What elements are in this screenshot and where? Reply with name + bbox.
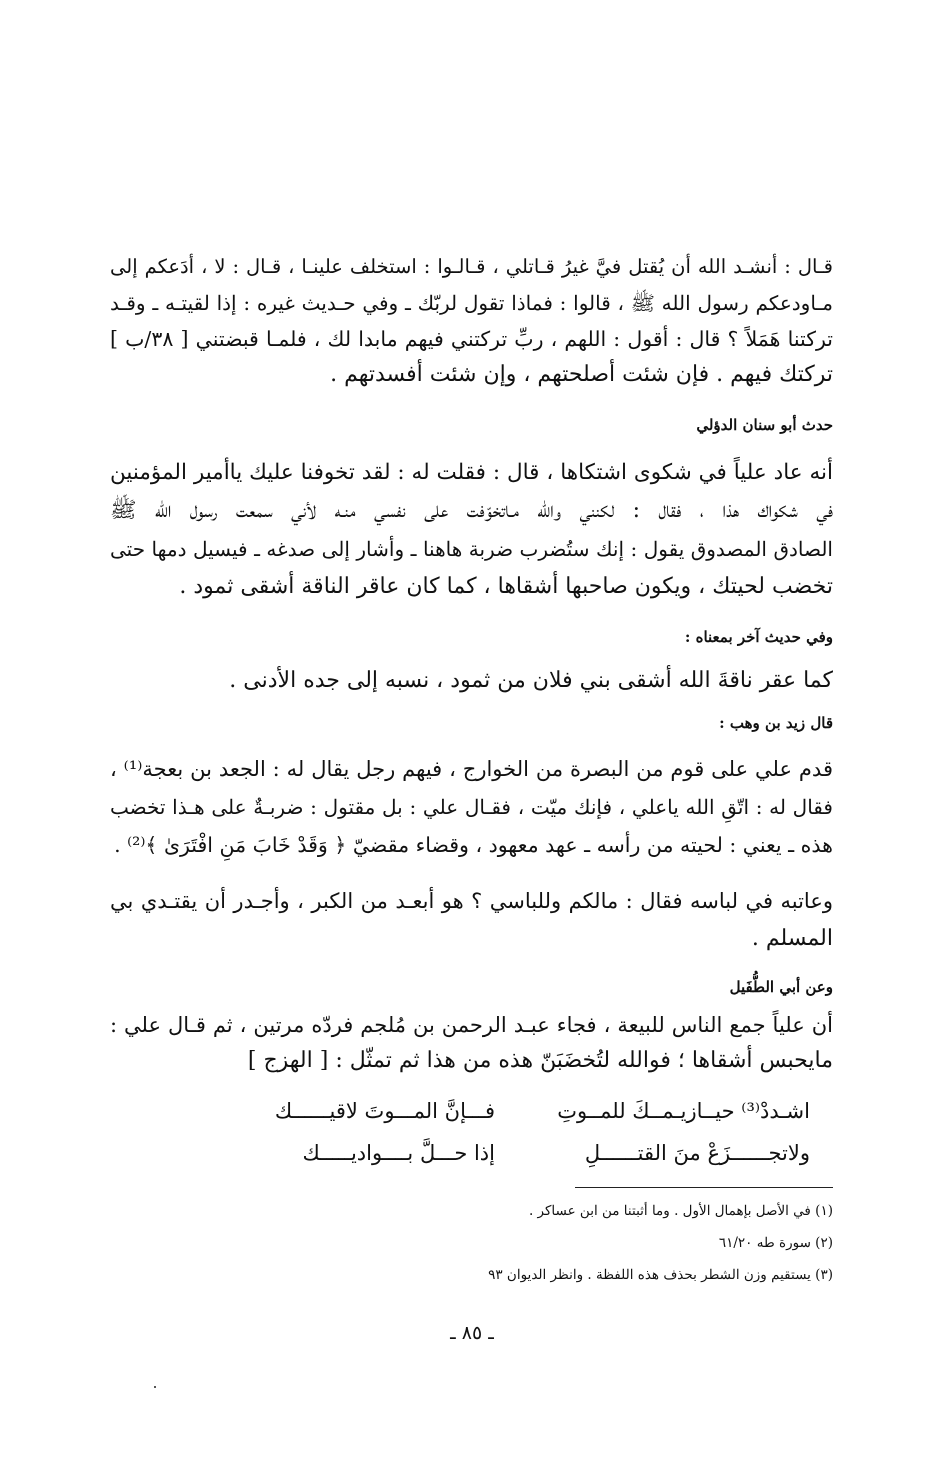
paragraph-1-line-4: تركتك فيهم . فإن شئت أصلحتهم ، وإن شئت أفسدتهم . bbox=[330, 362, 833, 387]
paragraph-5-line-1: وعاتبه في لباسه فقال : مالكم وللباسي ؟ هو أبعـد من الكبر ، وأجـدر أن يقتـدي بي bbox=[110, 889, 833, 913]
paragraph-1-line-2: مـاودعكم رسول الله ﷺ ، قالوا : فماذا تقول لربّك ـ وفي حـديث غيره : إذا لقيتـه ـ وقـد bbox=[110, 291, 833, 315]
paragraph-4-line-1: قدم علي على قوم من البصرة من الخوارج ، فيهم رجل يقال له : الجعد بن بعجة⁽¹⁾ ، bbox=[110, 757, 833, 781]
verse-2-first-hemistich: ولاتجــــــزَعْ منَ القتــــــلِ bbox=[584, 1141, 810, 1165]
verse-1-first-hemistich: اشـددْ⁽³⁾ حيــازيـمــكَ للمــوتِ bbox=[557, 1099, 810, 1123]
footnote-2: (٢) سورة طه ٦١/٢٠ bbox=[718, 1235, 833, 1251]
heading-another-hadith: وفي حديث آخر بمعناه : bbox=[684, 628, 833, 646]
heading-abu-sinan: حدث أبو سنان الدؤلي bbox=[696, 416, 833, 434]
paragraph-6-line-2: مايحبس أشقاها ؛ فوالله لتُخضَبَنّ هذه من هذا ثم تمثّل : [ الهزج ] bbox=[247, 1048, 833, 1073]
paragraph-2-line-1: أنه عاد علياً في شكوى اشتكاها ، قال : فقلت له : لقد تخوفنا عليك ياأمير المؤمنين bbox=[110, 460, 833, 485]
page-number: ـ ٨٥ ـ bbox=[450, 1322, 494, 1344]
paragraph-2-line-3: الصادق المصدوق يقول : إنك ستُضرب ضربة هاهنا ـ وأشار إلى صدغه ـ فيسيل دمها حتى bbox=[110, 537, 833, 561]
verse-2-second-hemistich: إذا حـــلَّ بــــواديـــــك bbox=[302, 1141, 495, 1165]
footnote-separator bbox=[575, 1187, 833, 1188]
paragraph-4-line-2: فقال له : اتّقِ الله ياعلي ، فإنك ميّت ، فقـال علي : بل مقتول : ضربـةٌ على هـذا تخضب bbox=[110, 795, 833, 819]
heading-zayd-ibn-wahb: قال زيد بن وهب : bbox=[719, 714, 833, 732]
paragraph-1-line-1: قـال : أنشـد الله أن يُقتل فيَّ غيرُ قـاتلي ، قـالـوا : استخلف علينـا ، قـال : لا ، أدَعكم إلى bbox=[110, 255, 833, 278]
paragraph-3-line-1: كما عقر ناقةَ الله أشقى بني فلان من ثمود ، نسبه إلى جده الأدنى . bbox=[229, 668, 833, 693]
paragraph-6-line-1: أن علياً جمع الناس للبيعة ، فجاء عبـد الرحمن بن مُلجم فردّه مرتين ، ثم قـال علي : bbox=[110, 1013, 833, 1037]
paragraph-2-line-2: في شكواك هذا ، فقال : لكنني والله مـاتخوّفت على نفسي منـه لأني سمعت رسول الله ﷺ bbox=[110, 498, 833, 523]
scan-speck bbox=[154, 1386, 156, 1388]
heading-abu-tufayl: وعن أبي الطُّفَيل bbox=[729, 978, 833, 996]
paragraph-4-line-3: هذه ـ يعني : لحيته من رأسه ـ عهد معهود ، وقضاء مقضيّ ﴿ وَقَدْ خَابَ مَنِ افْتَرَىٰ ﴾⁽²⁾ . bbox=[114, 833, 833, 857]
paragraph-5-line-2: المسلم . bbox=[751, 926, 833, 951]
paragraph-1-line-3: تركتنا هَمَلاً ؟ قال : أقول : اللهم ، ربِّ تركتني فيهم مابدا لك ، فلمـا قبضتني [ ٣٨/ب ] bbox=[110, 327, 833, 351]
paragraph-2-line-4: تخضب لحيتك ، ويكون صاحبها أشقاها ، كما كان عاقر الناقة أشقى ثمود . bbox=[179, 574, 833, 599]
footnote-1: (١) في الأصل بإهمال الأول . وما أثبتنا من ابن عساكر . bbox=[528, 1203, 833, 1219]
verse-1-second-hemistich: فـــإنَّ المـــوتَ لاقيــــــك bbox=[274, 1099, 495, 1123]
footnote-3: (٣) يستقيم وزن الشطر بحذف هذه اللفظة . وانظر الديوان ٩٣ bbox=[488, 1267, 833, 1283]
